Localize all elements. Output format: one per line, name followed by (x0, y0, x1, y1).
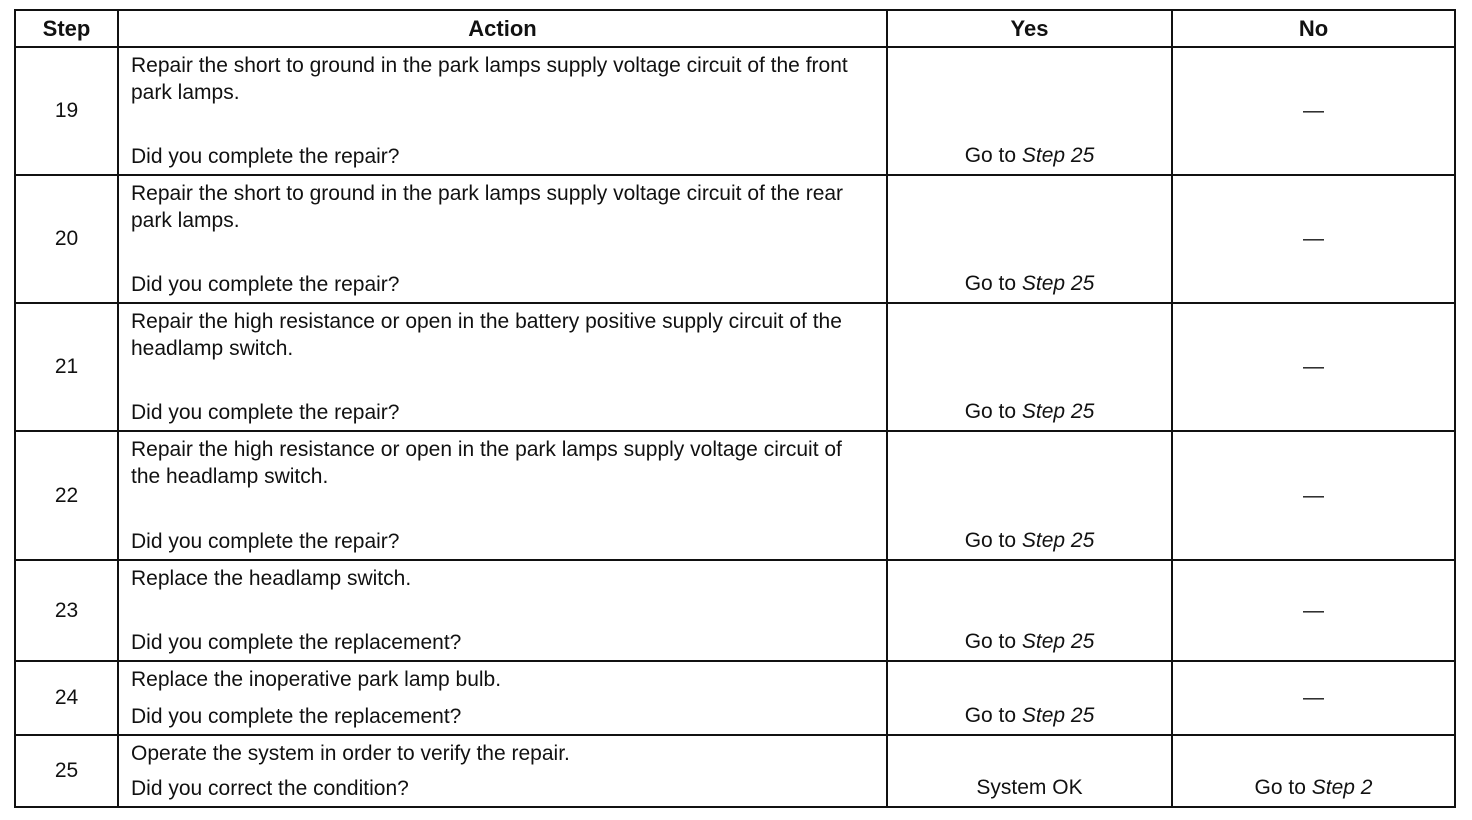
action-cell (118, 560, 887, 661)
table-row (15, 175, 1455, 303)
no-dash: — (1303, 598, 1324, 622)
no-cell (1172, 47, 1455, 175)
no-cell (1172, 661, 1455, 735)
action-text: Operate the system in order to verify the repair. (131, 742, 570, 765)
yes-cell (887, 47, 1172, 175)
yes-cell (887, 431, 1172, 560)
no-prefix: Go to (1254, 776, 1312, 799)
table-row (15, 431, 1455, 560)
no-step-link: Step 2 (1311, 776, 1373, 799)
action-cell (118, 431, 887, 560)
table-row (15, 560, 1455, 661)
no-dash: — (1303, 355, 1324, 378)
action-text: Repair the high resistance or open in the battery positive supply circuit of the headlamp switch. (131, 310, 842, 360)
yes-step-link: Step 25 (1021, 704, 1095, 727)
no-cell (1172, 175, 1455, 303)
action-question: Did you correct the condition? (131, 777, 409, 800)
action-question: Did you complete the repair? (131, 145, 400, 168)
header-step: Step (15, 10, 118, 47)
yes-step-link: Step 25 (1021, 630, 1095, 653)
table-row (15, 735, 1455, 807)
yes-prefix: Go to (964, 630, 1022, 653)
no-cell (1172, 735, 1455, 807)
action-question: Did you complete the repair? (131, 401, 400, 424)
yes-prefix: Go to (964, 144, 1022, 167)
step-number: 22 (15, 431, 118, 560)
header-yes: Yes (887, 10, 1172, 47)
no-cell (1172, 560, 1455, 661)
yes-step-link: Step 25 (1021, 144, 1095, 167)
yes-prefix: Go to (964, 704, 1022, 727)
action-cell (118, 47, 887, 175)
step-number: 23 (15, 560, 118, 661)
yes-prefix: Go to (964, 400, 1022, 423)
diagnostic-table (14, 9, 1456, 808)
yes-cell (887, 303, 1172, 431)
table-row (15, 303, 1455, 431)
action-cell (118, 735, 887, 807)
yes-step-link: Step 25 (1021, 529, 1095, 552)
action-text: Repair the short to ground in the park lamps supply voltage circuit of the rear park lamps. (131, 182, 844, 232)
action-cell (118, 303, 887, 431)
table-row (15, 47, 1455, 175)
header-no: No (1172, 10, 1455, 47)
step-number: 24 (15, 661, 118, 735)
yes-result: System OK (976, 776, 1083, 799)
yes-prefix: Go to (964, 529, 1022, 552)
no-dash: — (1303, 483, 1324, 507)
step-number: 21 (15, 303, 118, 431)
step-number: 20 (15, 175, 118, 303)
no-cell (1172, 303, 1455, 431)
step-number: 19 (15, 47, 118, 175)
yes-step-link: Step 25 (1021, 400, 1095, 423)
yes-cell (887, 735, 1172, 807)
yes-cell (887, 661, 1172, 735)
action-text: Repair the short to ground in the park lamps supply voltage circuit of the front park lamps. (131, 54, 848, 104)
yes-step-link: Step 25 (1021, 272, 1095, 295)
no-dash: — (1303, 686, 1324, 709)
no-dash: — (1303, 99, 1324, 122)
yes-cell (887, 175, 1172, 303)
action-text: Repair the high resistance or open in the park lamps supply voltage circuit of the headlamp switch. (131, 438, 842, 488)
no-cell (1172, 431, 1455, 560)
action-cell (118, 661, 887, 735)
table-header-row (15, 10, 1455, 47)
action-question: Did you complete the replacement? (131, 705, 462, 728)
step-number: 25 (15, 735, 118, 807)
header-action: Action (118, 10, 887, 47)
action-text: Replace the inoperative park lamp bulb. (131, 668, 502, 691)
action-question: Did you complete the replacement? (131, 631, 462, 654)
yes-prefix: Go to (964, 272, 1022, 295)
action-question: Did you complete the repair? (131, 273, 400, 296)
action-question: Did you complete the repair? (131, 530, 400, 553)
action-text: Replace the headlamp switch. (131, 567, 412, 590)
action-cell (118, 175, 887, 303)
yes-cell (887, 560, 1172, 661)
no-dash: — (1303, 227, 1324, 250)
table-row (15, 661, 1455, 735)
